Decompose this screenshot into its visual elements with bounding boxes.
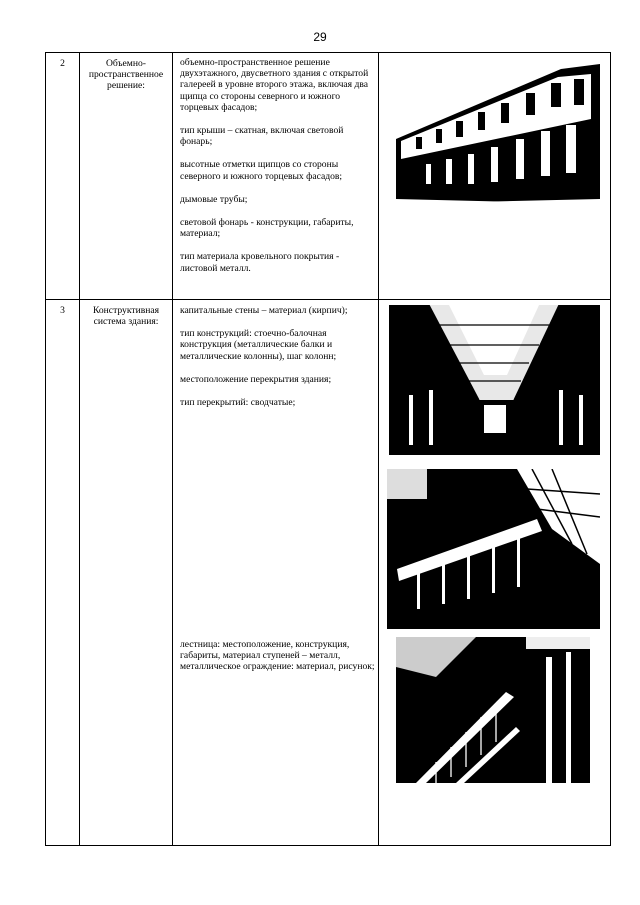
row-number: 3 <box>60 305 65 316</box>
description-item: высотные отметки щипцов со стороны северного и южного торцевых фасадов; <box>180 159 343 182</box>
row-divider <box>46 299 610 300</box>
column-divider <box>378 53 379 845</box>
row-feature-name: Конструктивная система здания: <box>92 305 160 328</box>
interior-skylight-photo <box>389 305 600 463</box>
description-item: тип крыши – скатная, включая световой фонарь; <box>180 125 344 148</box>
row-feature-name: Объемно-пространственное решение: <box>88 58 164 92</box>
row-description <box>180 305 372 420</box>
description-item: капитальные стены – материал (кирпич); <box>180 305 348 316</box>
description-item: световой фонарь - конструкции, габариты, материал; <box>180 217 354 240</box>
building-facade-photo <box>386 59 600 209</box>
description-item: тип конструкций: стоечно-балочная конструкция (металлические балки и металлические колонны), шаг колонн; <box>180 328 337 362</box>
row-description <box>180 57 372 286</box>
page-number: 29 <box>313 30 327 44</box>
interior-gallery-photo <box>387 469 600 629</box>
description-item: тип перекрытий: сводчатые; <box>180 397 296 409</box>
monument-features-table <box>45 52 611 846</box>
column-divider <box>79 53 80 845</box>
column-divider <box>172 53 173 845</box>
row-number: 2 <box>60 58 65 69</box>
description-item: объемно-пространственное решение двухэтажного, двусветного здания с открытой галереей в уровне второго этажа, включая два щипца со стороны северного и южного торцевых фасадов; <box>180 57 369 113</box>
description-item: тип материала кровельного покрытия - листовой металл. <box>180 251 340 274</box>
description-item: дымовые трубы; <box>180 193 248 205</box>
interior-staircase-photo <box>396 637 590 783</box>
stair-description: лестница: местоположение, конструкция, габариты, материал ступеней – металл, металлическое ограждение: материал, рисунок; <box>180 639 375 673</box>
description-item: местоположение перекрытия здания; <box>180 373 332 385</box>
